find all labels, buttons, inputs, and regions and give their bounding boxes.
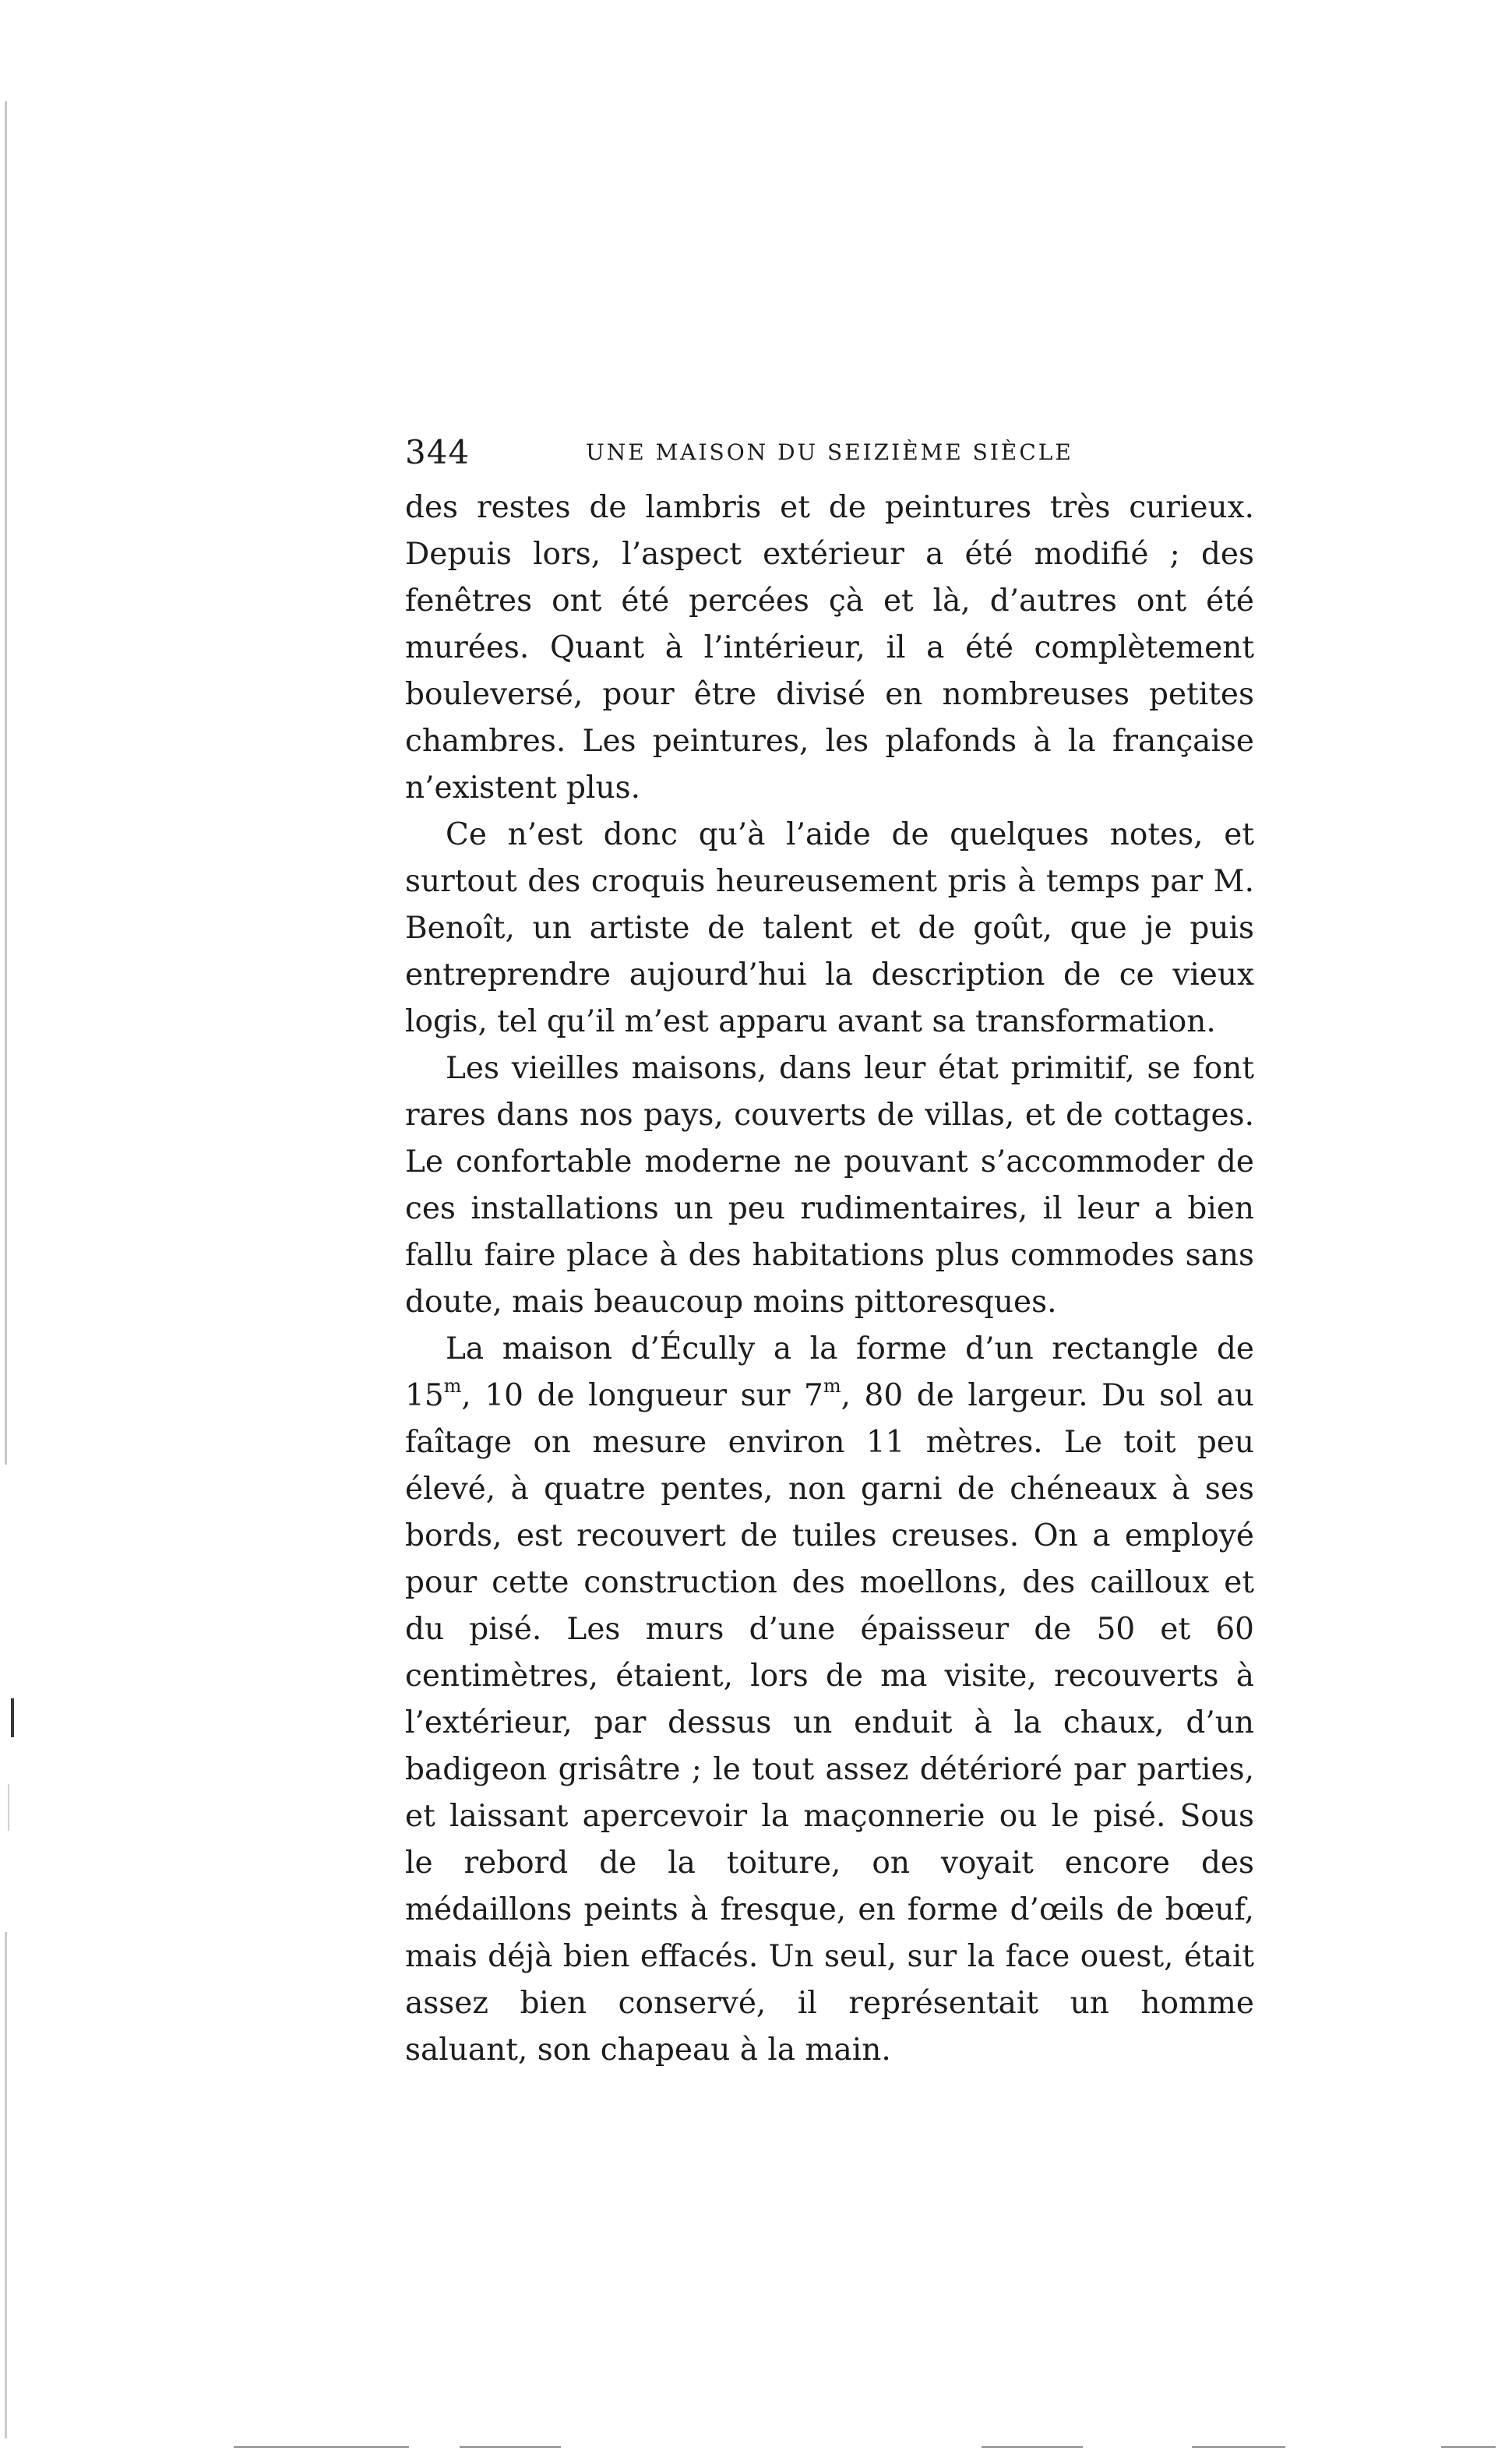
unit-superscript: m <box>443 1375 462 1398</box>
scan-bottom-rule <box>982 2446 1083 2448</box>
paragraph: des restes de lambris et de peintures très curieux. Depuis lors, l’aspect extérieur a été modifié ; des fenêtres ont été percées çà et là, d’autres ont été murées. Quant à l’intérieur, il a été complètement bouleversé, pour être divisé en nombreuses petites chambres. Les peintures, les plafonds à la française n’existent plus. <box>405 490 1254 806</box>
running-title: UNE MAISON DU SEIZIÈME SIÈCLE <box>586 439 1073 465</box>
scan-edge-shadow <box>5 101 7 1465</box>
scan-bottom-rule <box>1192 2446 1285 2448</box>
paragraph: Ce n’est donc qu’à l’aide de quelques notes, et surtout des croquis heureusement pris à temps par M. Benoît, un artiste de talent et de goût, que je puis entreprendre aujourd’hui la description de ce vieux logis, tel qu’il m’est apparu avant sa transformation. <box>405 817 1254 1039</box>
paragraph-text: , 80 de largeur. Du sol au faîtage on mesure environ 11 mètres. Le toit peu élevé, à quatre pentes, non garni de chéneaux à ses bords, est recouvert de tuiles creuses. On a employé pour cette construction des moellons, des cailloux et du pisé. Les murs d’une épaisseur de 50 et 60 centimètres, étaient, lors de ma visite, recouverts à l’extérieur, par dessus un enduit à la chaux, d’un badigeon grisâtre ; le tout assez détérioré par parties, et laissant apercevoir la maçonnerie ou le pisé. Sous le rebord de la toiture, on voyait encore des médaillons peints à fresque, en forme d’œils de bœuf, mais déjà bien effacés. Un seul, sur la face ouest, était assez bien conservé, il représentait un homme saluant, son chapeau à la main. <box>405 1378 1254 2068</box>
paragraph-text: La maison d’Écully a la forme d’un rectangle de 15 <box>405 1331 1254 1413</box>
scan-bottom-rule <box>234 2446 409 2448</box>
scan-edge-mark <box>8 1784 9 1831</box>
paragraph <box>405 1326 1254 2074</box>
scan-bottom-rule <box>1441 2446 1496 2448</box>
paragraph-text: , 10 de longueur sur 7 <box>461 1378 823 1413</box>
body-text <box>405 485 1254 2074</box>
page-number: 344 <box>405 433 471 471</box>
paragraph: Les vieilles maisons, dans leur état primitif, se font rares dans nos pays, couverts de villas, et de cottages. Le confortable moderne ne pouvant s’accommoder de ces installations un peu rudimentaires, il leur a bien fallu faire place à des habitations plus commodes sans doute, mais beaucoup moins pittoresques. <box>405 1051 1254 1320</box>
scan-bottom-rule <box>460 2446 561 2448</box>
scan-edge-shadow <box>5 1932 7 2438</box>
scan-edge-mark <box>11 1698 14 1737</box>
unit-superscript: m <box>823 1375 841 1398</box>
page-header <box>405 433 1254 480</box>
